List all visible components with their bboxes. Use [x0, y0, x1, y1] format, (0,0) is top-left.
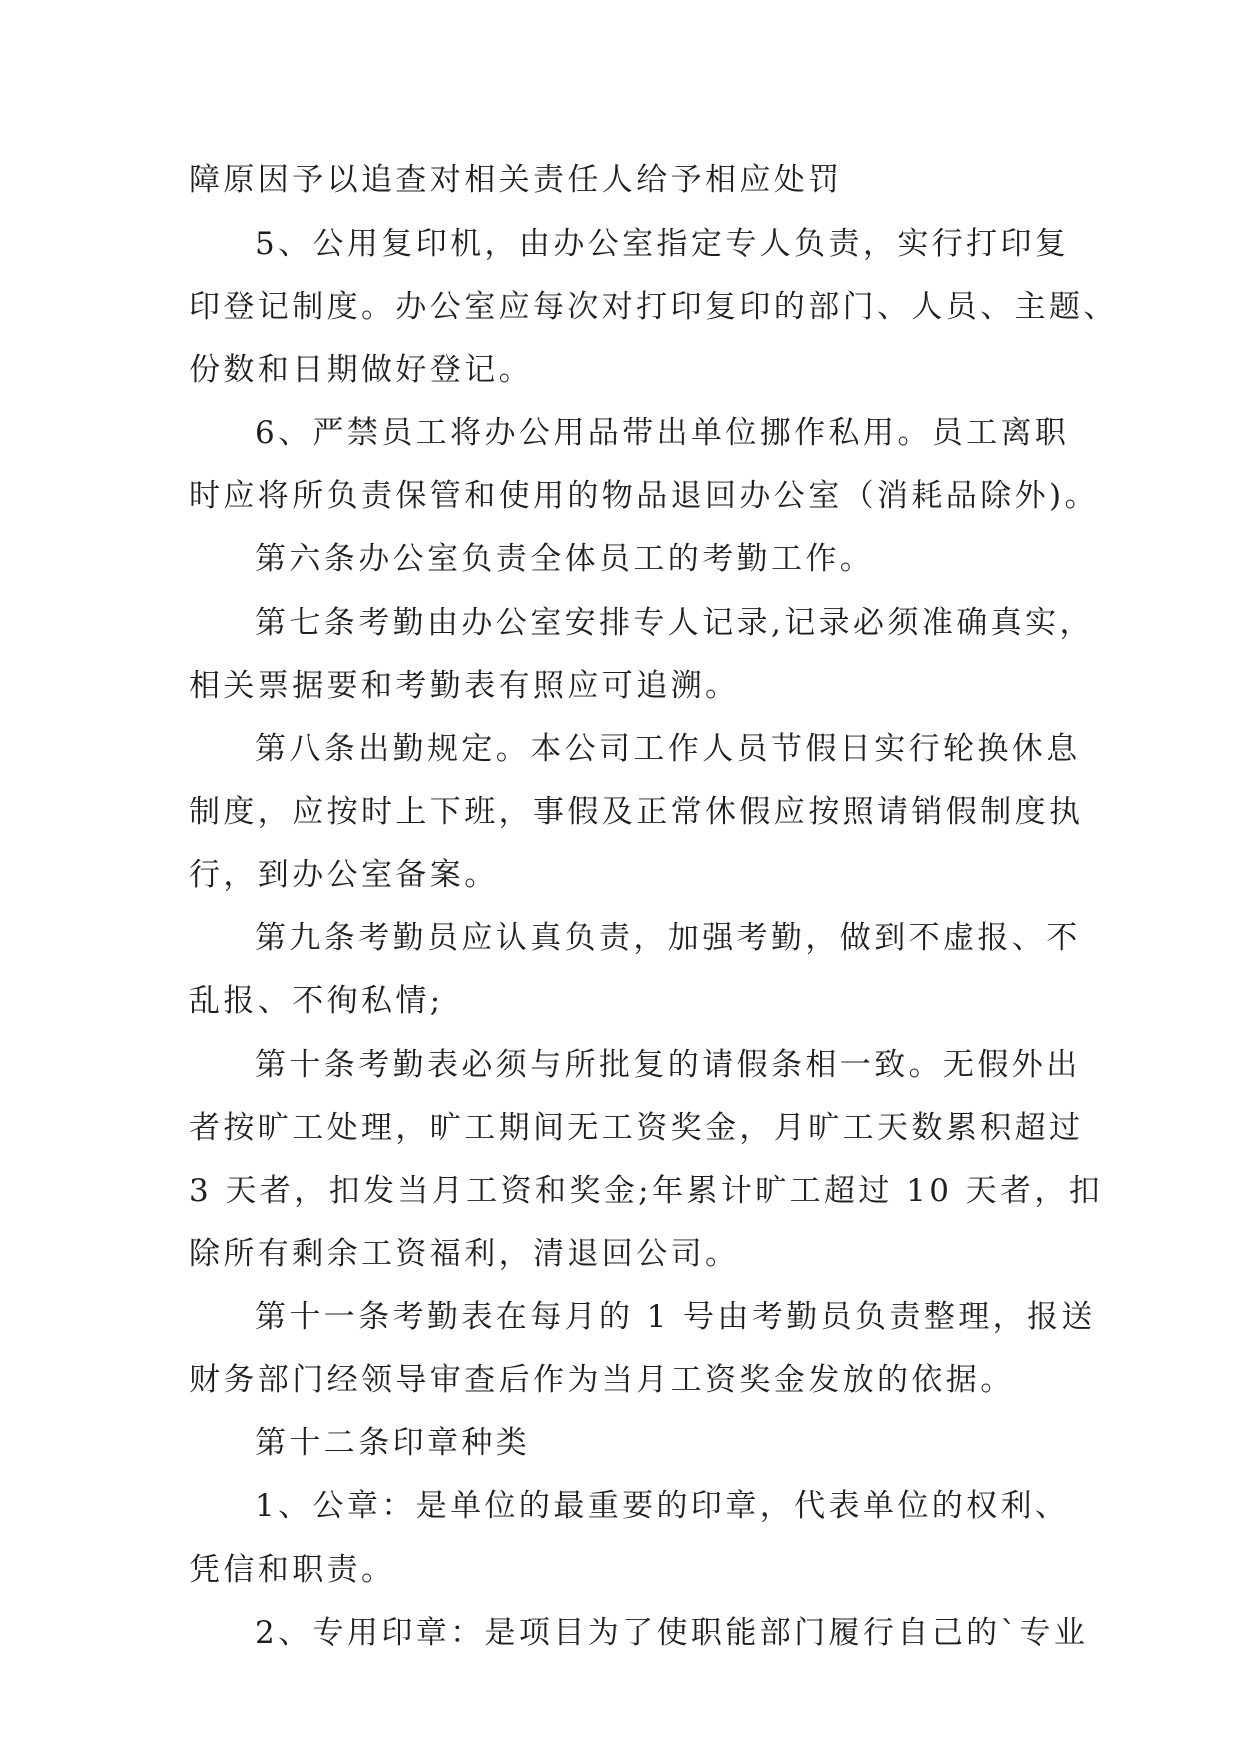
text-line: 印登记制度。办公室应每次对打印复印的部门、人员、主题、: [189, 289, 1118, 325]
text-line: 份数和日期做好登记。: [189, 352, 533, 388]
text-line: 时应将所负责保管和使用的物品退回办公室（消耗品除外)。: [189, 478, 1099, 514]
text-line: 第六条办公室负责全体员工的考勤工作。: [255, 541, 875, 577]
text-line: 第七条考勤由办公室安排专人记录,记录必须准确真实，: [255, 605, 1094, 641]
text-line: 第九条考勤员应认真负责，加强考勤，做到不虚报、不: [255, 920, 1081, 956]
text-line: 2、专用印章：是项目为了使职能部门履行自己的`专业: [255, 1615, 1089, 1651]
text-line: 相关票据要和考勤表有照应可追溯。: [189, 668, 740, 704]
text-line: 3 天者，扣发当月工资和奖金;年累计旷工超过 10 天者，扣: [189, 1173, 1104, 1209]
text-line: 行，到办公室备案。: [189, 857, 499, 893]
text-line: 6、严禁员工将办公用品带出单位挪作私用。员工离职: [255, 415, 1070, 451]
text-line: 第八条出勤规定。本公司工作人员节假日实行轮换休息: [255, 731, 1081, 767]
text-line: 凭信和职责。: [189, 1552, 396, 1588]
text-line: 者按旷工处理，旷工期间无工资奖金，月旷工天数累积超过: [189, 1110, 1084, 1146]
text-line: 第十条考勤表必须与所批复的请假条相一致。无假外出: [255, 1047, 1081, 1083]
text-line: 乱报、不徇私情;: [189, 983, 444, 1019]
text-line: 财务部门经领导审查后作为当月工资奖金发放的依据。: [189, 1362, 1015, 1398]
text-line: 障原因予以追查对相关责任人给予相应处罚: [189, 162, 843, 198]
text-line: 1、公章：是单位的最重要的印章，代表单位的权利、: [255, 1488, 1070, 1524]
text-line: 除所有剩余工资福利，清退回公司。: [189, 1236, 740, 1272]
text-line: 制度，应按时上下班，事假及正常休假应按照请销假制度执: [189, 794, 1084, 830]
text-line: 第十二条印章种类: [255, 1425, 531, 1461]
text-line: 5、公用复印机，由办公室指定专人负责，实行打印复: [255, 226, 1070, 262]
text-line: 第十一条考勤表在每月的 1 号由考勤员负责整理，报送: [255, 1299, 1096, 1335]
